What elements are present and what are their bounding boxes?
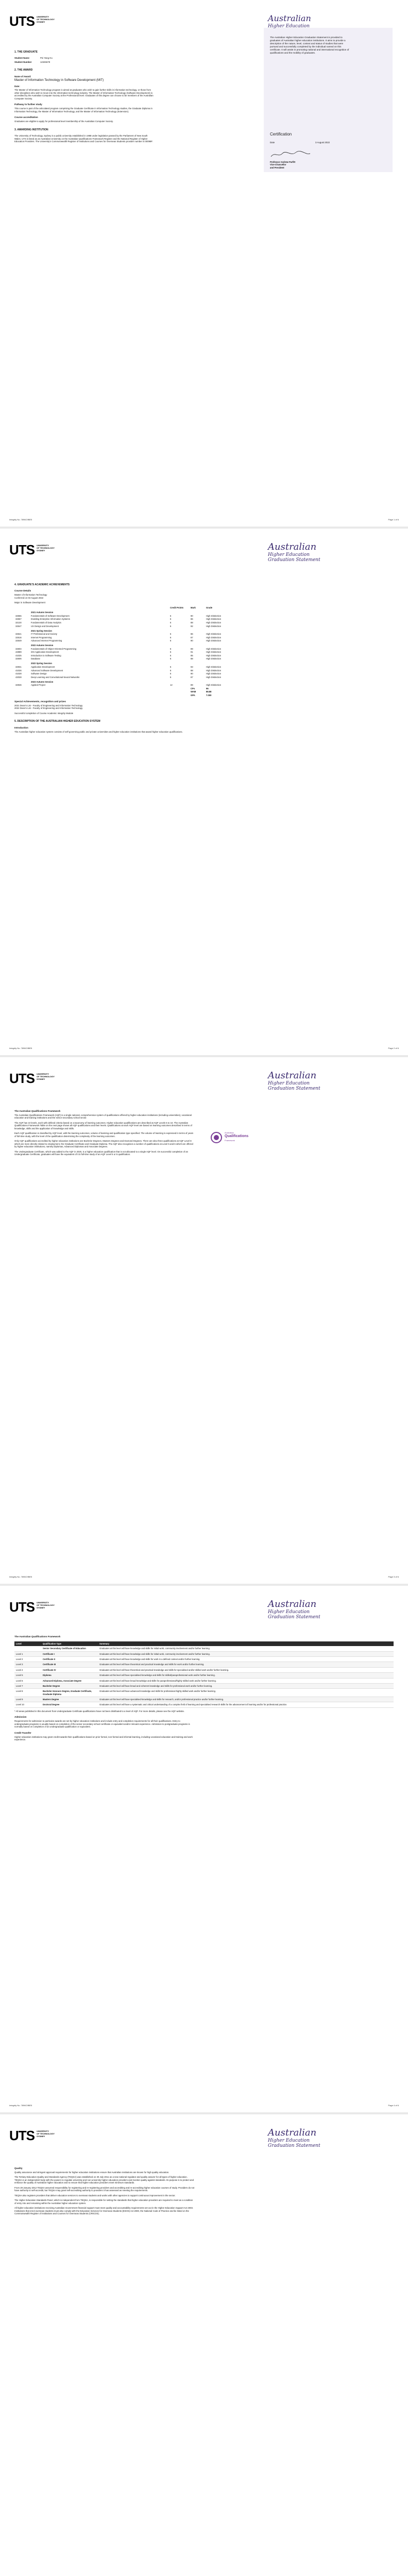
- label: Student Number: [14, 60, 32, 63]
- uts-logo: [9, 1071, 55, 1090]
- statement-intro: The Australian Higher Education Graduation Statement is provided to graduates of Australian higher education institutions. It aims to provide a description of the nature, level, context and status of studies that were pursued and successfully completed by the individual named on this certificate. It will assist in promoting national and international recognition of qualifications and the mobility of graduates.: [270, 36, 349, 54]
- aqf-type: Certificate III: [41, 1662, 98, 1667]
- page-1: [0, 0, 408, 529]
- paragraph: Graduates are eligible to apply for professional level membership of the Australian Computer Society.: [14, 120, 113, 123]
- page-number: Page 3 of 6: [388, 1575, 399, 1578]
- subject-cp: 6: [170, 618, 172, 621]
- aqf-sum: Graduates at this level will have knowledge and skills for initial work, community involvement and/or further learning.: [98, 1646, 394, 1651]
- label: Name of Award:: [14, 75, 31, 78]
- session-row: [14, 628, 293, 633]
- table-note: * All areas published in this document from Undergraduate Certificate qualifications have not been distributed to a level of AQF. For more details, please see the AQF website.: [14, 1709, 185, 1713]
- ahe-title: Australian: [268, 13, 311, 23]
- aqf-type: Senior Secondary Certificate of Education: [41, 1646, 98, 1651]
- subject-mark: 92: [191, 624, 193, 628]
- subject-grade: High Distinction: [206, 651, 222, 654]
- paragraph: Requirements for admission to particular awards are set by higher education institutions and include entry and completion requirements for all their qualifications. Entry to undergraduate programs is usually based on completion of the senior secondary school certificate or equivalent and/or relevant experience. Admission to postgraduate programs is normally based on completion of an undergraduate qualification or equivalent.: [14, 1720, 190, 1728]
- aqf-type: Certificate I: [41, 1651, 98, 1656]
- page-number: Page 2 of 6: [388, 1047, 399, 1049]
- ahe-title: Australian: [268, 1070, 317, 1081]
- page-footer: [9, 1575, 399, 1581]
- subject-cp: 6: [170, 639, 172, 642]
- page-5: [0, 2114, 408, 2576]
- results-table: [14, 606, 293, 697]
- column-header: Summary: [98, 1641, 394, 1646]
- subject-mark: 90: [191, 639, 193, 642]
- aqf-type: Masters Degree: [41, 1697, 98, 1702]
- subject-mark: 88: [191, 657, 193, 660]
- subject-name: Software Design: [31, 672, 47, 675]
- gpa-value: 7.000: [206, 693, 212, 697]
- subject-mark: 85: [191, 654, 193, 657]
- uts-subtitle: UNIVERSITY OF TECHNOLOGY SYDNEY: [37, 1073, 55, 1080]
- aqf-row: [14, 1697, 394, 1702]
- uts-subtitle: UNIVERSITY OF TECHNOLOGY SYDNEY: [37, 15, 55, 23]
- integrity-number: Integrity No. 7896C9BE5: [9, 2104, 32, 2107]
- ahe-title-2: Higher Education: [268, 1609, 310, 1615]
- aqf-row: [14, 1667, 394, 1672]
- page-2: [0, 529, 408, 1057]
- subject-cp: 6: [170, 675, 172, 679]
- uts-logo: [9, 1599, 55, 1619]
- subject-mark: 87: [191, 636, 193, 639]
- aqf-sum: Graduates at this level will have broad and coherent knowledge and skills for professional work and/or further learning.: [98, 1683, 394, 1688]
- subject-cp: 6: [170, 654, 172, 657]
- subject-name: Fundamentals of Object-Oriented Programming: [31, 647, 77, 650]
- aqf-lvl: Level 9: [14, 1697, 41, 1702]
- subject-name: Applied Project: [31, 684, 46, 687]
- subject-mark: 89: [191, 647, 193, 650]
- subject-mark: 86: [191, 633, 193, 636]
- subject-name: Fundamentals of Data Analytics: [31, 621, 61, 624]
- special-line: 2022 Dean's List - Faculty of Engineering and Information Technology: [14, 707, 83, 710]
- aqf-type: Certificate II: [41, 1657, 98, 1662]
- aqf-row: [14, 1646, 394, 1651]
- subject-code: 42889: [15, 651, 22, 654]
- paragraph: Each AQF qualification is classified by AQF level, with the learning outcomes, volume of learning and qualification type specified. The volume of learning is expressed in terms of years of full-time study, with the level of the qualification determining the complexity of the learning outcomes.: [14, 1132, 194, 1138]
- aqf-lvl: Level 1: [14, 1651, 41, 1656]
- integrity-number: Integrity No. 7896C9BE5: [9, 1047, 32, 1049]
- certification-date: 3 August 2022: [315, 141, 330, 144]
- column-header: Mark: [191, 606, 196, 609]
- uts-wordmark: UTS: [9, 1599, 35, 1615]
- subject-code: 41028: [15, 672, 22, 675]
- subject-code: 32521: [15, 633, 22, 636]
- subject-name: IT Professional and Society: [31, 633, 57, 636]
- label: Date:: [14, 84, 20, 88]
- section-title: 3. AWARDING INSTITUTION: [14, 128, 48, 131]
- ahe-title: Australian: [268, 1599, 317, 1609]
- uts-subtitle: UNIVERSITY OF TECHNOLOGY SYDNEY: [37, 2130, 55, 2138]
- certification-title: Certification: [270, 132, 292, 137]
- subject-grade: High Distinction: [206, 654, 222, 657]
- certification-panel: [264, 28, 393, 172]
- wam-value: 88.88: [206, 690, 212, 693]
- subject-grade: High Distinction: [206, 636, 222, 639]
- subject-name: Introduction to Software Testing: [31, 654, 61, 657]
- page-footer: [9, 518, 399, 523]
- page-3: [0, 1057, 408, 1586]
- page-number: Page 4 of 6: [388, 2104, 399, 2107]
- subject-name: Internet Programming: [31, 636, 52, 639]
- subject-grade: High Distinction: [206, 614, 222, 617]
- wam-label: WAM: [191, 690, 196, 693]
- column-header: Credit Points: [170, 606, 184, 609]
- subject-name: Advanced Internet Programming: [31, 639, 62, 642]
- session-label: 2022 Autumn Session: [31, 644, 54, 647]
- session-label: 2022 Spring Session: [31, 662, 52, 665]
- ahe-subtitle: Graduation Statement: [268, 557, 320, 563]
- aqf-logo-main: Qualifications: [225, 1134, 249, 1138]
- session-row: [14, 642, 293, 647]
- aqf-emblem-icon: [210, 1131, 223, 1144]
- aqf-sum: Graduates at this level will have advanced knowledge and skills for professional highly skilled work and/or further learning.: [98, 1689, 394, 1697]
- aqf-type: Bachelor Honours Degree, Graduate Certificate, Graduate Diploma: [41, 1689, 98, 1697]
- uts-wordmark: UTS: [9, 1071, 35, 1086]
- ahe-title: Australian: [268, 2127, 317, 2138]
- ahe-logo: [268, 10, 398, 41]
- aqf-type: Doctoral Degree: [41, 1702, 98, 1707]
- value: Pei Yang Hu: [40, 57, 53, 60]
- subject-name: Fundamentals of Software Development: [31, 614, 70, 617]
- ahe-logo: [268, 1595, 398, 1626]
- aqf-table-section: [14, 1632, 394, 1743]
- subject-cp: 6: [170, 633, 172, 636]
- subject-grade: High Distinction: [206, 621, 222, 624]
- section-title: 5. DESCRIPTION OF THE AUSTRALIAN HIGHER EDUCATION SYSTEM: [14, 720, 100, 723]
- subject-name: UX Design and Development: [31, 624, 59, 628]
- paragraph: From 29 January 2012 TEQSA assumed responsibility for registering and re-registering providers and accrediting and re-accrediting higher education courses of study. Providers do not have authority to self-accredit, but TEQSA may grant self-accrediting authority to providers it has assessed as meeting the requirements.: [14, 2186, 195, 2192]
- aqf-sum: Graduates at this level will have theoretical and practical knowledge and skills for specialised and/or skilled work and/or further learning.: [98, 1667, 394, 1672]
- quality-section: [14, 2164, 195, 2217]
- aqf-logo: [210, 1129, 251, 1147]
- subject-mark: 93: [191, 665, 193, 668]
- section-title: 2. THE AWARD: [14, 69, 33, 72]
- subsection-title: Pathway to further study: [14, 103, 42, 106]
- subject-mark: 90: [191, 614, 193, 617]
- subject-code: 32557: [15, 618, 22, 621]
- signature-icon: [270, 150, 311, 159]
- subject-code: 32130: [15, 621, 22, 624]
- subject-code: 32549: [15, 639, 22, 642]
- subject-cp: 12: [170, 684, 173, 687]
- aqf-lvl: Level 6: [14, 1678, 41, 1683]
- page-footer: [9, 1047, 399, 1052]
- award-name: Master of Information Technology in Software Development (MIT): [14, 79, 104, 82]
- uts-wordmark: UTS: [9, 542, 35, 557]
- section-title: 1. THE GRADUATE: [14, 50, 38, 54]
- paragraph: The Higher Education Standards Panel, which is independent from TEQSA, is responsible for setting the standards that higher education providers are required to meet as a condition of entry into and remaining within the Australian higher education system.: [14, 2199, 193, 2205]
- subject-cp: 6: [170, 614, 172, 617]
- session-label: 2023 Autumn Session: [31, 680, 54, 683]
- subject-name: Enabling Enterprise Information Systems: [31, 618, 70, 621]
- aqf-sum: Graduates at this level will have specialised knowledge and skills for research, and/or professional practice and/or further learning.: [98, 1697, 394, 1702]
- aqf-sum: Graduates at this level will have a systematic and critical understanding of a complex field of learning and specialised research skills for the advancement of learning and/or for professional practice.: [98, 1702, 394, 1707]
- uts-logo: [9, 2128, 55, 2147]
- page-footer: [9, 2104, 399, 2109]
- subject-grade: High Distinction: [206, 633, 222, 636]
- aqf-row: [14, 1673, 394, 1678]
- uts-subtitle: UNIVERSITY OF TECHNOLOGY SYDNEY: [37, 1601, 55, 1609]
- subject-name: Advanced Software Development: [31, 669, 63, 672]
- aqf-lvl: Level 5: [14, 1673, 41, 1678]
- integrity-number: Integrity No. 7896C9BE5: [9, 1575, 32, 1578]
- ahe-title-2: Higher Education: [268, 24, 310, 29]
- paragraph: Only AQF qualifications accredited by higher education institutions are Bachelor Degrees, Masters Degrees and Doctoral Degrees. There are also three qualifications at AQF Level 8 which are more directly related to employment, the Graduate Certificate and Graduate Diploma. The AQF also recognises a number of qualifications at Level 5 and 6 which are offered by higher education institutions, namely Diplomas, Advanced Diplomas and Associate Degrees.: [14, 1140, 193, 1148]
- aqf-logo-bottom: Framework: [225, 1139, 235, 1142]
- subject-code: 42028: [15, 675, 22, 679]
- uts-wordmark: UTS: [9, 2128, 35, 2143]
- subject-name: iOS Application Development: [31, 651, 59, 654]
- subject-grade: High Distinction: [206, 657, 222, 660]
- aqf-lvl: Level 3: [14, 1662, 41, 1667]
- paragraph: Higher education institutions may grant credit towards their qualifications based on prior formal, non-formal and informal learning, including vocational education and training and work experience.: [14, 1735, 193, 1741]
- aqf-row: [14, 1683, 394, 1688]
- aqf-lvl: Level 10: [14, 1702, 41, 1707]
- subject-mark: 87: [191, 675, 193, 679]
- paragraph: The Undergraduate Certificate, which was added to the AQF in 2020, is a higher education qualification that is not allocated to a single AQF level. On successful completion of an Undergraduate Certificate, graduates will have the equivalent of 0.5 full-time study of an AQF Level 5 or 6 qualification.: [14, 1150, 189, 1156]
- subject-name: Deep Learning and Convolutional Neural Networks: [31, 675, 80, 679]
- subject-cp: 6: [170, 636, 172, 639]
- subject-code: 41025: [15, 654, 22, 657]
- subsection-title: The Australian Qualifications Framework: [14, 1110, 61, 1112]
- aqf-type: Diploma: [41, 1673, 98, 1678]
- subject-mark: 88: [191, 669, 193, 672]
- subject-cp: 6: [170, 672, 172, 675]
- subject-code: 32931: [15, 665, 22, 668]
- subject-grade: High Distinction: [206, 647, 222, 650]
- aqf-row: [14, 1662, 394, 1667]
- subsection-title: Special Achievements, recognition and prizes: [14, 700, 66, 703]
- subject-grade: High Distinction: [206, 684, 222, 687]
- ahe-logo: [268, 538, 398, 569]
- aqf-section: [14, 1107, 195, 1158]
- section-title: 4. GRADUATE'S ACADEMIC ACHIEVEMENTS: [14, 583, 70, 586]
- aqf-lvl: Level 7: [14, 1683, 41, 1688]
- ahe-subtitle: Graduation Statement: [268, 1615, 320, 1620]
- ahe-subtitle: Graduation Statement: [268, 2143, 320, 2148]
- subject-cp: 6: [170, 624, 172, 628]
- subject-grade: High Distinction: [206, 675, 222, 679]
- page-number: Page 1 of 6: [388, 518, 399, 521]
- completion-note: Successful completion of Course Academic Integrity Module: [14, 711, 74, 715]
- aqf-type: Certificate IV: [41, 1667, 98, 1672]
- ahe-title: Australian: [268, 541, 317, 552]
- subject-cp: 6: [170, 651, 172, 654]
- subject-mark: 88: [191, 621, 193, 624]
- column-header: Qualification Type: [41, 1641, 98, 1646]
- subject-mark: 91: [191, 651, 193, 654]
- course-conferred: Conferred on 03 August 2022: [14, 596, 44, 599]
- paragraph: Quality assurance and stringent approval requirements for higher education institutions ensure that Australian institutions are known for high quality education.: [14, 2171, 169, 2174]
- subject-code: 32946: [15, 684, 22, 687]
- subject-cp: 6: [170, 669, 172, 672]
- aqf-lvl: [14, 1646, 41, 1651]
- aqf-row: [14, 1689, 394, 1697]
- ahe-title-2: Higher Education: [268, 1081, 310, 1086]
- subject-code: 32516: [15, 636, 22, 639]
- ahe-subtitle: Graduation Statement: [268, 1086, 320, 1091]
- integrity-number: Integrity No. 7896C9BE5: [9, 518, 32, 521]
- value: 12345678: [40, 60, 50, 63]
- aqf-lvl: Level 8: [14, 1689, 41, 1697]
- gpa-label: GPA: [191, 693, 195, 697]
- subject-grade: High Distinction: [206, 672, 222, 675]
- subject-cp: 6: [170, 647, 172, 650]
- subject-code: 32606: [15, 657, 22, 660]
- aqf-sum: Graduates at this level will have theoretical and practical knowledge and skills for work and/or further learning.: [98, 1662, 394, 1667]
- paragraph: All higher education institutions receiving Australian Government financial support must meet quality and accountability requirements set out in the Higher Education Support Act 2003. Institutions that enrol overseas students must also comply with the Education Services for Overseas Students (ESOS) Act 2000, the National Code of Practice and be listed on the Commonwealth Register of Institutions and Courses for Overseas Students (CRICOS).: [14, 2207, 194, 2215]
- subject-code: 41026: [15, 669, 22, 672]
- table-title: The Australian Qualifications Framework: [14, 1635, 61, 1638]
- special-line: 2021 Dean's List - Faculty of Engineering and Information Technology: [14, 704, 83, 707]
- subject-cp: 6: [170, 621, 172, 624]
- subsection-title: Course accreditation: [14, 116, 38, 119]
- column-header: Grade: [206, 606, 213, 609]
- label: Date: [270, 141, 275, 144]
- graduate-section: [14, 45, 154, 145]
- subject-name: Application Development: [31, 665, 55, 668]
- aqf-row: [14, 1651, 394, 1656]
- course-name: Master of Information Technology: [14, 594, 47, 597]
- paragraph: The Australian higher education system consists of self-governing public and private universities and higher education institutions that award higher education qualifications.: [14, 730, 183, 733]
- page-4: [0, 1586, 408, 2114]
- aqf-sum: Graduates at this level will have knowledge and skills for work in a defined context and/or further learning.: [98, 1657, 394, 1662]
- subject-grade: High Distinction: [206, 665, 222, 668]
- aqf-row: [14, 1657, 394, 1662]
- paragraph: The AQF has 10 levels, each with defined criteria based on a taxonomy of learning outcomes. Higher education qualifications are described at AQF Levels 5 to 10. The Australian Qualifications Framework Table on the next page shows all AQF qualifications and their levels. Qualifications at each AQF level are based on learning outcomes described in terms of knowledge, skills and the application of knowledge and skills.: [14, 1121, 192, 1130]
- course-major: Major in Software Development: [14, 601, 45, 604]
- subject-cp: 6: [170, 657, 172, 660]
- ahe-logo: [268, 2124, 398, 2155]
- achievements-section: [14, 578, 293, 735]
- subject-code: 32604: [15, 647, 22, 650]
- signatory: Professor Andrew Parfitt Vice-Chancellor and President: [270, 161, 296, 169]
- subject-grade: High Distinction: [206, 669, 222, 672]
- session-row: [14, 609, 293, 614]
- aqf-lvl: Level 2: [14, 1657, 41, 1662]
- subject-cp: 6: [170, 665, 172, 668]
- aqf-row: [14, 1678, 394, 1683]
- total-value: 96: [206, 687, 209, 690]
- ahe-logo: [268, 1066, 398, 1097]
- subject-code: 32555: [15, 614, 22, 617]
- subject-mark: 86: [191, 618, 193, 621]
- uts-logo: [9, 542, 55, 562]
- subject-grade: High Distinction: [206, 618, 222, 621]
- uts-wordmark: UTS: [9, 13, 35, 29]
- ahe-title-2: Higher Education: [268, 2138, 310, 2143]
- subject-grade: High Distinction: [206, 639, 222, 642]
- subsection-title: Credit Transfer: [14, 1731, 31, 1734]
- subsection-title: Course Details: [14, 589, 31, 592]
- subject-mark: 90: [191, 672, 193, 675]
- column-header: Level: [14, 1641, 41, 1646]
- total-label: CPs: [191, 687, 195, 690]
- paragraph: This course is part of the articulated program comprising the Graduate Certificate in Information Technology studies, the Graduate Diploma in Information Technology, the Master of Information Technology, and the Master of Information Technology (Extension).: [14, 107, 152, 113]
- aqf-type: Bachelor Degree: [41, 1683, 98, 1688]
- label: Student Name: [14, 57, 29, 60]
- paragraph: The Tertiary Education Quality and Standards Agency (TEQSA) was established on 30 July 2011 as a new national regulator and quality assurer for all types of higher education. TEQSA is an independent body with the powers to regulate university and non-university higher education providers and monitor quality against standards. Its purpose is to protect and enhance the quality of Australian higher education and to ensure that higher education providers meet minimum standards.: [14, 2176, 194, 2184]
- aqf-row: [14, 1702, 394, 1707]
- session-label: 2021 Spring Session: [31, 629, 52, 632]
- aqf-lvl: Level 4: [14, 1667, 41, 1672]
- paragraph: The University of Technology, Sydney is a public university established in 1988 under legislation passed by the Parliament of New South Wales. UTS is listed as an Australian University on the Australian Qualifications Framework Register and the National Register of Higher Education Providers. The University's Commonwealth Register of Institutions and Courses for Overseas Students provider number is 00099F.: [14, 134, 153, 143]
- aqf-logo-top: Australian: [225, 1131, 234, 1134]
- aqf-sum: Graduates at this level will have specialised knowledge and skills for skilled/paraprofessional work and/or further learning.: [98, 1673, 394, 1678]
- aqf-type: Advanced Diploma, Associate Degree: [41, 1678, 98, 1683]
- session-label: 2021 Autumn Session: [31, 611, 54, 614]
- subsection-title: Introduction: [14, 726, 28, 729]
- uts-subtitle: UNIVERSITY OF TECHNOLOGY SYDNEY: [37, 544, 55, 552]
- subject-name: Database: [31, 657, 40, 660]
- paragraph: TEQSA also registers providers that deliver education services to overseas students and works with other agencies to support continuous improvement in the sector.: [14, 2194, 176, 2197]
- session-row: [14, 660, 293, 665]
- subsection-title: Quality: [14, 2167, 23, 2170]
- award-description: The Master of Information Technology program is aimed at graduates who wish to gain further skills in information technology, or those from other disciplines who wish to move into the information technology industry. The Master of Information Technology (Software Development) is accredited by the Australian Computer Society at the Professional level. Graduates of this degree can choose to be members of the Australian Computer Society.: [14, 89, 154, 100]
- subject-grade: High Distinction: [206, 624, 222, 628]
- paragraph: The Australian Qualifications Framework (AQF) is a single national, comprehensive system of qualifications offered by higher education institutions (including universities), vocational education and training institutions and the senior secondary school sector.: [14, 1113, 192, 1120]
- aqf-sum: Graduates at this level will have broad knowledge and skills for paraprofessional/highly skilled work and/or further learning.: [98, 1678, 394, 1683]
- ahe-title-2: Higher Education: [268, 552, 310, 557]
- subject-code: 32547: [15, 624, 22, 628]
- aqf-sum: Graduates at this level will have knowledge and skills for initial work, community involvement and/or further learning.: [98, 1651, 394, 1656]
- aqf-table: [14, 1641, 394, 1708]
- subject-mark: 89: [191, 684, 193, 687]
- subsection-title: Admission: [14, 1716, 27, 1719]
- session-row: [14, 679, 293, 684]
